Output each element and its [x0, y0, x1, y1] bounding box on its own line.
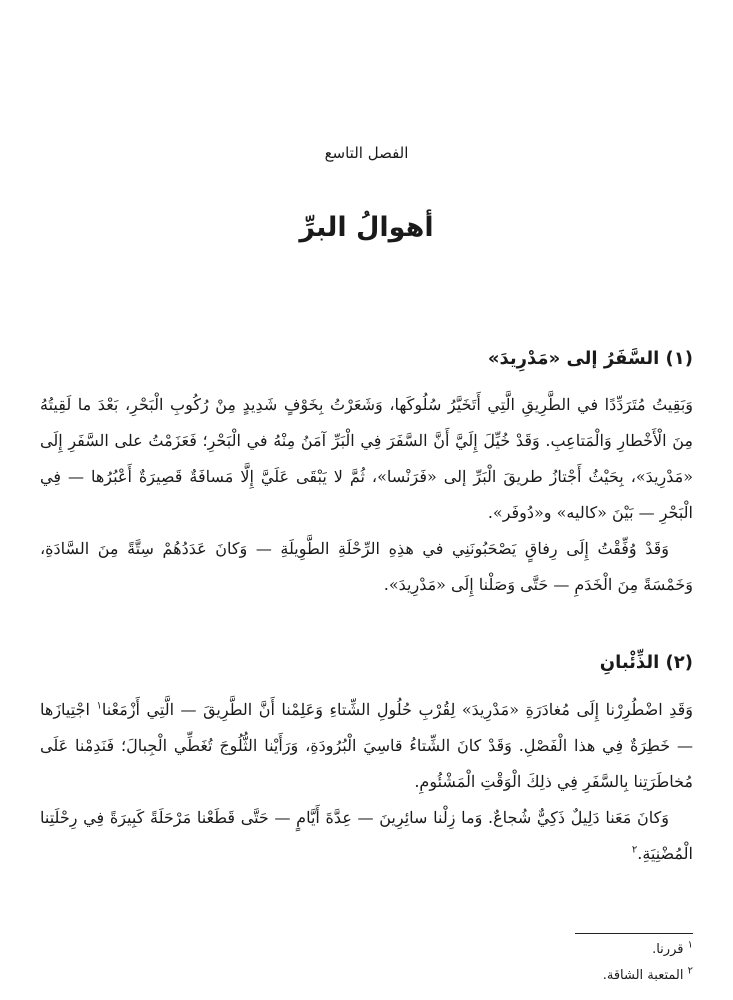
footnote-1-marker: ١ [687, 939, 693, 951]
footnote-reference: ١ [96, 700, 102, 712]
chapter-label: الفصل التاسع [324, 144, 409, 162]
footnote-1 [40, 939, 693, 957]
footnote-divider [575, 933, 693, 934]
section-2-heading: (٢) الذِّئْبانِ [599, 652, 693, 673]
section-1-heading: (١) السَّفَرُ إلى «مَدْرِيدَ» [487, 348, 693, 369]
footnote-2-marker: ٢ [687, 965, 693, 977]
footnote-2 [40, 965, 693, 983]
footnote-1-text: قررنا. [652, 942, 684, 957]
footnote-2-text: المتعبة الشاقة. [602, 968, 684, 983]
section-1-paragraph-1: وَبَقِيتُ مُتَرَدِّدًا في الطَّرِيقِ الَّتِي أَتَخَيَّرُ سُلُوكَها، وَشَعَرْتُ بِخَوْفٍ شَدِيدٍ مِنْ رُكُوبِ الْبَحْرِ، بَعْدَ ما لَقِيتُهُ مِنَ الْأَخْطارِ وَالْمَتاعِبِ. وَقَدْ خُيِّلَ إِلَيَّ أَنَّ السَّفَرَ فِي الْبَرِّ آمَنُ مِنْهُ في الْبَحْرِ؛ فَعَزَمْتُ على السَّفَرِ إِلَى «مَدْرِيدَ»، بِحَيْثُ أَجْتازُ طريقَ الْبَرِّ إلى «فَرَنْسا»، ثُمَّ لا يَبْقَى عَلَيَّ إِلَّا مَسافَةٌ قَصِيرَةٌ أَعْبُرُها — فِي الْبَحْرِ — بَيْنَ «كاليه» و«دُوفَر». [40, 395, 693, 522]
chapter-title: أهوالُ البرِّ [299, 212, 434, 243]
section-1-paragraph-2: وَقَدْ وُفِّقْتُ إِلَى رِفاقٍ يَصْحَبُونَنِي في هذِهِ الرِّحْلَةِ الطَّوِيلَةِ — وَكانَ عَدَدُهُمْ سِتَّةً مِنَ السَّادَةِ، وَخَمْسَةً مِنَ الْخَدَمِ — حَتَّى وَصَلْنا إِلَى «مَدْرِيدَ». [40, 539, 693, 594]
section-2-paragraph-2: وَكانَ مَعَنا دَلِيلٌ ذَكِيٌّ شُجاعٌ. وَما زِلْنا سائِرِينَ — عِدَّةَ أَيَّامٍ — حَتَّى قَطَعْنا مَرْحَلَةً كَبِيرَةً فِي رِحْلَتِنا الْمُضْنِيَةِ.$^٢$ [40, 808, 693, 863]
section-2-paragraph-1: وَقَدِ اضْطُرِرْنا إِلَى مُغادَرَةِ «مَدْرِيدَ» لِقُرْبِ حُلُولِ الشِّتاءِ وَعَلِمْنا أَنَّ الطَّرِيقَ — الَّتِي أَزْمَعْنا$^١$ اجْتِيازَها — خَطِرَةٌ فِي هذا الْفَصْلِ. وَقَدْ كانَ الشِّتاءُ قاسِيَ الْبُرُودَةِ، وَرَأَيْنا الثُّلُوجَ تُغَطِّي الْجِبالَ؛ فَنَدِمْنا عَلَى مُخاطَرَتِنا بِالسَّفَرِ فِي ذلِكَ الْوَقْتِ الْمَشْئُومِ. [40, 700, 693, 791]
footnote-reference: ٢ [631, 844, 638, 856]
